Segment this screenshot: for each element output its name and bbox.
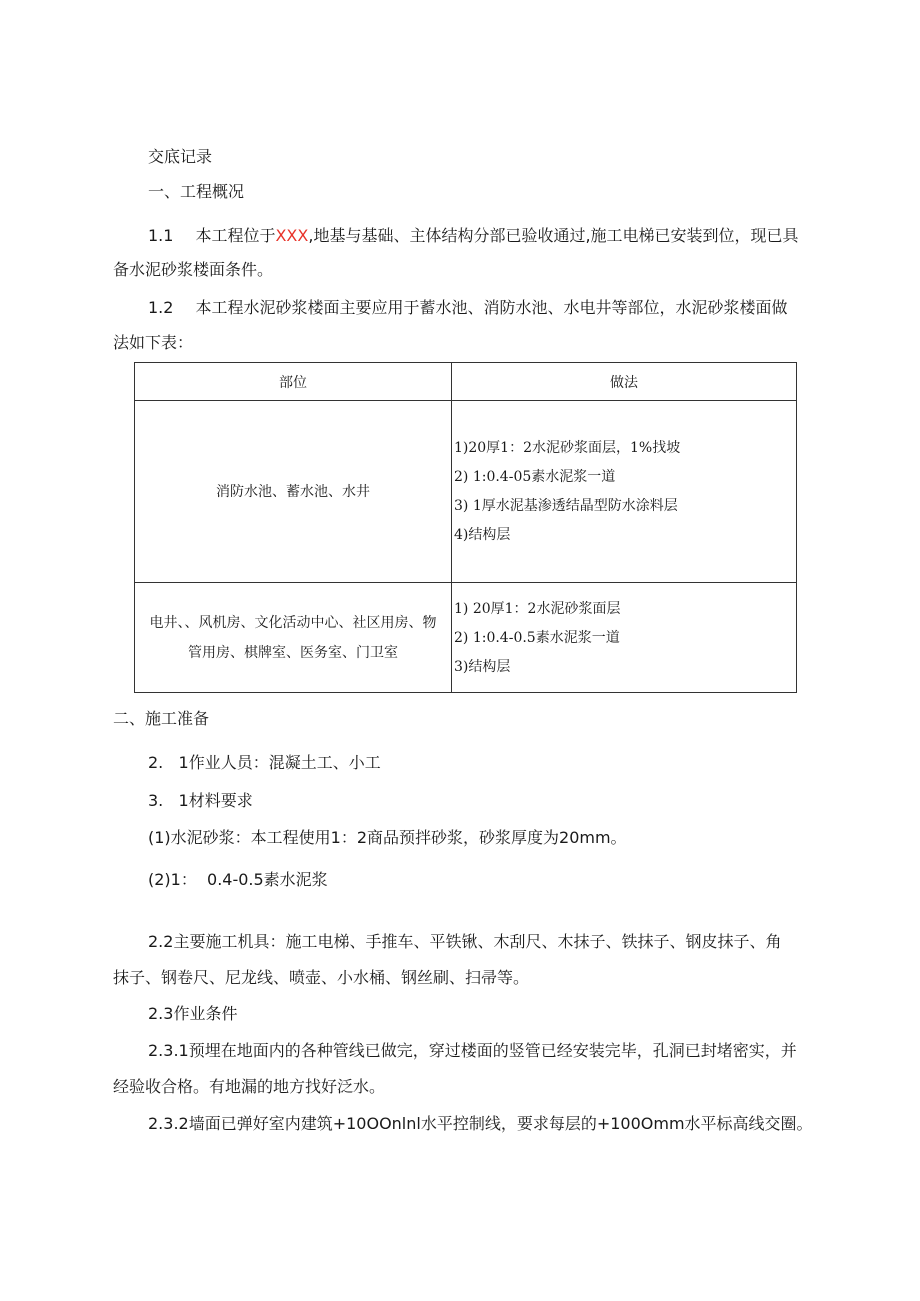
item-3-1: 3. 1材料要求	[148, 791, 253, 810]
method-item: 1) 20厚1：2水泥砂浆面层	[454, 600, 621, 617]
method-item: 3)结构层	[454, 658, 511, 675]
table-cell-location	[135, 583, 452, 693]
para-1-2-line1	[148, 298, 787, 318]
item-mortar: (1)水泥砂浆：本工程使用1：2商品预拌砂浆，砂浆厚度为20mm。	[148, 828, 627, 847]
location-line: 电井、、风机房、文化活动中心、社区用房、物	[149, 614, 437, 631]
location-highlight: XXX	[275, 226, 309, 245]
doc-title: 交底记录	[148, 147, 213, 166]
section2-heading: 二、施工准备	[113, 709, 210, 728]
method-item: 2) 1:0.4-0.5素水泥浆一道	[454, 629, 620, 646]
para-1-2-line2: 法如下表：	[113, 333, 194, 352]
para-1-2-num: 1.2	[148, 298, 174, 317]
method-item: 2) 1:0.4-05素水泥浆一道	[454, 469, 616, 485]
para-1-1-line2: 备水泥砂浆楼面条件。	[113, 260, 274, 279]
table-header-row	[135, 363, 797, 401]
method-item: 1)20厚1：2水泥砂浆面层，1%找坡	[454, 440, 681, 456]
method-item: 4)结构层	[454, 527, 511, 543]
para-1-1-num: 1.1	[148, 226, 174, 245]
table-cell-methods	[452, 401, 797, 583]
para-2-2-line1: 2.2主要施工机具：施工电梯、手推车、平铁锹、木刮尺、木抹子、铁抹子、钢皮抹子、角	[148, 932, 782, 951]
para-1-1-pre: 本工程位于	[195, 226, 276, 245]
table-cell-location	[135, 401, 452, 583]
table-header-location: 部位	[135, 363, 452, 401]
method-item: 3) 1厚水泥基渗透结晶型防水涂料层	[454, 498, 678, 514]
item-2-1: 2. 1作业人员：混凝土工、小工	[148, 753, 381, 772]
para-1-1-line1	[148, 226, 799, 246]
para-2-3-1-line1: 2.3.1预埋在地面内的各种管线已做完，穿过楼面的竖管已经安装完毕，孔洞已封堵密实，并	[148, 1041, 797, 1060]
table-row	[135, 583, 797, 693]
para-2-3-1-line2: 经验收合格。有地漏的地方找好泛水。	[113, 1077, 386, 1096]
location-line: 消防水池、蓄水池、水井	[216, 483, 370, 500]
para-1-2-text: 本工程水泥砂浆楼面主要应用于蓄水池、消防水池、水电井等部位，水泥砂浆楼面做	[195, 298, 788, 317]
item-cement-slurry: (2)1： 0.4-0.5素水泥浆	[148, 870, 328, 889]
table-cell-methods	[452, 583, 797, 693]
para-2-3-2: 2.3.2墙面已弹好室内建筑+10OOnlnl水平控制线，要求每层的+100Omm水平标高线交圈。	[148, 1114, 813, 1133]
location-line: 管用房、棋牌室、医务室、门卫室	[188, 644, 398, 661]
table-row	[135, 401, 797, 583]
para-2-3: 2.3作业条件	[148, 1004, 238, 1023]
table-header-method: 做法	[452, 363, 797, 401]
para-2-2-line2: 抹子、钢卷尺、尼龙线、喷壶、小水桶、钢丝刷、扫帚等。	[113, 968, 530, 987]
section1-heading: 一、工程概况	[148, 182, 245, 201]
para-1-1-post: ,地基与基础、主体结构分部已验收通过,施工电梯已安装到位，现已具	[308, 226, 799, 245]
floor-method-table	[134, 362, 797, 693]
